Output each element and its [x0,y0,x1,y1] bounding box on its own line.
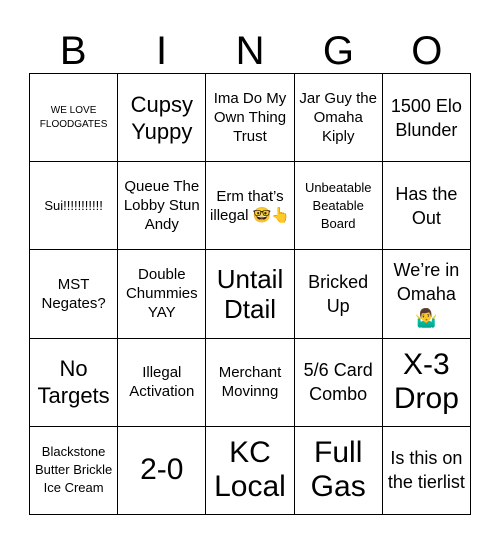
header-letter-o: O [411,29,443,73]
cell-text: Queue The Lobby Stun Andy [123,178,200,234]
cell-text: Cupsy Yuppy [130,91,193,144]
bingo-cell-r3-c3[interactable] [206,250,294,338]
header-letter-n: N [235,29,265,73]
bingo-board [29,73,471,515]
bingo-cell-r4-c3[interactable] [206,339,294,427]
cell-text: Has the Out [395,183,458,228]
cell-text: Bricked Up [308,271,369,316]
header-letter-g: G [322,29,354,73]
header-letter-b: B [59,29,87,73]
cell-text: Jar Guy the Omaha Kiply [299,90,377,146]
bingo-cell-r5-c5[interactable] [383,427,471,515]
bingo-cell-r4-c5[interactable] [383,339,471,427]
bingo-cell-r2-c1[interactable] [30,162,118,250]
cell-text: MST Negates? [41,275,106,312]
bingo-cell-r1-c5[interactable] [383,74,471,162]
cell-text: Unbeatable Beatable Board [304,179,372,231]
bingo-cell-r3-c5[interactable] [383,250,471,338]
cell-text: Ima Do My Own Thing Trust [213,90,287,146]
cell-text: Sui!!!!!!!!!!! [44,197,103,213]
bingo-cell-r4-c1[interactable] [30,339,118,427]
bingo-cell-r2-c2[interactable] [118,162,206,250]
bingo-cell-r5-c2[interactable] [118,427,206,515]
bingo-cell-r3-c4[interactable] [295,250,383,338]
bingo-cell-r3-c1[interactable] [30,250,118,338]
cell-text: 2-0 [140,453,184,487]
cell-text: KC Local [214,436,286,504]
bingo-cell-r3-c2[interactable] [118,250,206,338]
cell-text: Illegal Activation [129,364,195,401]
cell-text: 5/6 Card Combo [303,360,373,405]
bingo-cell-r1-c2[interactable] [118,74,206,162]
bingo-cell-r2-c4[interactable] [295,162,383,250]
cell-text: Full Gas [310,436,366,504]
cell-text: Merchant Movinng [218,364,282,401]
cell-text: Double Chummies YAY [125,266,198,322]
cell-text: We’re in Omaha 🤷‍♂️ [393,259,460,328]
cell-text: Is this on the tierlist [387,448,465,493]
bingo-cell-r4-c2[interactable] [118,339,206,427]
cell-text: Untail Dtail [216,263,284,324]
bingo-cell-r5-c3[interactable] [206,427,294,515]
bingo-cell-r5-c4[interactable] [295,427,383,515]
bingo-cell-r2-c5[interactable] [383,162,471,250]
cell-text: Blackstone Butter Brickle Ice Cream [34,444,113,496]
bingo-cell-r1-c1[interactable] [30,74,118,162]
bingo-header [29,22,471,74]
cell-text: No Targets [37,356,110,409]
cell-text: Erm that’s illegal 🤓👆 [210,187,290,224]
bingo-cell-r1-c4[interactable] [295,74,383,162]
header-letter-i: I [156,29,168,73]
bingo-cell-r4-c4[interactable] [295,339,383,427]
bingo-cell-r2-c3[interactable] [206,162,294,250]
bingo-cell-r1-c3[interactable] [206,74,294,162]
cell-text: X-3 Drop [393,348,459,416]
bingo-cell-r5-c1[interactable] [30,427,118,515]
cell-text: WE LOVE FLOODGATES [39,104,108,130]
cell-text: 1500 Elo Blunder [390,95,462,140]
